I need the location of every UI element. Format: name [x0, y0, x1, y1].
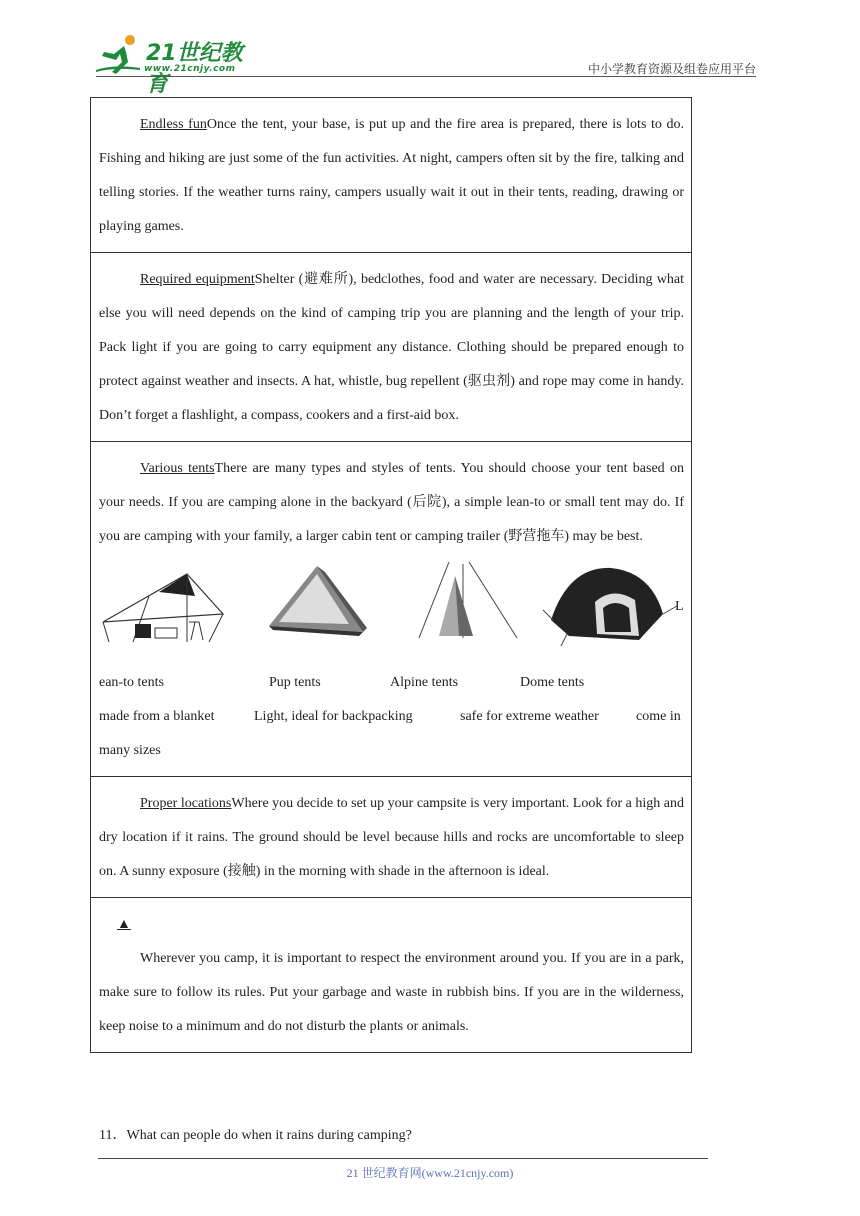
tent-description-wrap: many sizes [99, 743, 161, 758]
section-body: Where you decide to set up your campsite is very important. Look for a high and dry location if it rains. The ground should be level because hills and rocks are uncomfortable to sleep on. A sunny exposure (接触) in the morning with shade in the afternoon is ideal. [99, 796, 684, 879]
reading-table [90, 97, 692, 1053]
section-body: Wherever you camp, it is important to respect the environment around you. If you are in a park, make sure to follow its rules. Put your garbage and waste in rubbish bins. If you are in the wilderness, keep noise to a minimum and do not disturb the plants or animals. [99, 951, 684, 1034]
section-various-tents [91, 442, 691, 777]
section-proper-locations [91, 777, 691, 898]
platform-title: 中小学教育资源及组卷应用平台 [587, 62, 756, 76]
runner-logo-icon [94, 34, 144, 76]
lean-to-tent-image [99, 562, 225, 646]
section-heading: Various tents [140, 461, 215, 476]
footer-text[interactable]: 21 世纪教育网(www.21cnjy.com) [346, 1166, 514, 1180]
section-body: There are many types and styles of tents. You should choose your tent based on your needs. If you are camping alone in the backyard (后院), a simple lean-to or small tent may do. If you are camping with your family, a larger cabin tent or camping trailer (野营拖车) may be best. [99, 461, 684, 544]
alpine-tent-image [409, 562, 519, 642]
tent-description-row [99, 700, 684, 734]
stray-letter: L [675, 599, 684, 614]
pup-tent-image [263, 562, 369, 642]
section-body: Once the tent, your base, is put up and the fire area is prepared, there is lots to do. Fishing and hiking are just some of the fun activities. At night, campers often sit by the fire, talking and telling stories. If the weather turns rainy, campers usually wait it out in their tents, reading, drawing or playing games. [99, 117, 684, 234]
section-endless-fun [91, 98, 691, 253]
site-logo[interactable] [94, 34, 259, 97]
footer-divider [98, 1158, 708, 1159]
tent-illustrations [99, 558, 684, 666]
logo-text: 21世纪教育 [146, 41, 243, 97]
tent-description: made from a blanket [99, 709, 215, 724]
tent-description: safe for extreme weather [460, 709, 599, 724]
tent-name: Dome tents [520, 675, 585, 690]
tent-name-row [99, 666, 684, 700]
tent-name: Pup tents [269, 675, 321, 690]
tent-description: come in [636, 709, 681, 724]
tent-description: Light, ideal for backpacking [254, 709, 413, 724]
section-heading: Required equipment [140, 272, 255, 287]
dome-tent-image [539, 562, 679, 648]
question-11: 11．What can people do when it rains during camping? [99, 1128, 412, 1143]
missing-heading-placeholder[interactable]: ▲ [117, 917, 131, 932]
section-heading: Endless fun [140, 117, 207, 132]
logo-url: www.21cnjy.com [144, 64, 236, 74]
section-required-equipment [91, 253, 691, 442]
section-missing-heading [91, 898, 691, 1052]
tent-name: Alpine tents [390, 675, 459, 690]
header-divider [96, 76, 756, 77]
section-body: Shelter (避难所), bedclothes, food and water are necessary. Deciding what else you will need depends on the kind of camping trip you are planning and the length of your trip. Pack light if you are going to carry equipment any distance. Clothing should be prepared enough to protect against weather and insects. A hat, whistle, bug repellent (驱虫剂) and rope may come in handy. Don’t forget a flashlight, a compass, cookers and a first-aid box. [99, 272, 684, 423]
page-header [0, 0, 860, 97]
section-heading: Proper locations [140, 796, 232, 811]
tent-name: ean-to tents [99, 675, 164, 690]
